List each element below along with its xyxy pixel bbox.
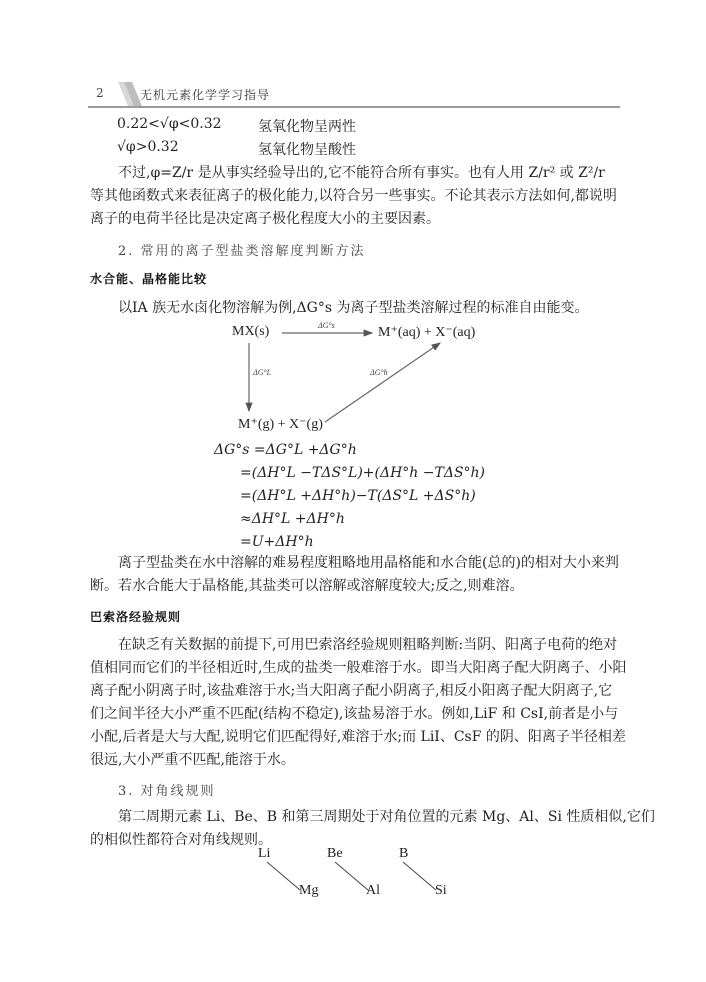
diagram-node-start: MX(s) [232,324,270,339]
paragraph-line: 第二周期元素 Li、Be、B 和第三周期处于对角位置的元素 Mg、Al、Si 性质相似,它们 [118,809,655,825]
equation-line: ≈ΔH°L +ΔH°h [240,511,345,527]
equation-line: ΔG°s =ΔG°L +ΔG°h [214,442,357,458]
paragraph-line: 在缺乏有关数据的前提下,可用巴索洛经验规则粗略判断:当阴、阳离子电荷的绝对 [118,637,618,653]
paragraph-line: 等其他函数式来表征离子的极化能力,以符合另一些事实。不论其表示方法如何,都说明 [90,188,617,204]
paragraph-line: 值相同而它们的半径相近时,生成的盐类一般难溶于水。即当大阳离子配大阴离子、小阳 [90,660,627,676]
element-period2: B [399,846,409,861]
equation-line: =U+ΔH°h [240,534,314,550]
paragraph-line: 离子配小阴离子时,该盐难溶于水;当大阳离子配小阴离子,相反小阳离子配大阴离子,它 [90,683,613,699]
section-title: 2. 常用的离子型盐类溶解度判断方法 [118,244,366,259]
diagonal-line [267,862,300,890]
equation-line: =(ΔH°L −TΔS°L)+(ΔH°h −TΔS°h) [240,465,486,481]
book-title: 无机元素化学学习指导 [140,88,271,102]
section-title: 3. 对角线规则 [118,784,216,799]
page-number: 2 [96,86,104,100]
criterion-result: 氢氧化物呈两性 [258,119,356,135]
diagram-node-intermediate: M⁺(g) + X⁻(g) [238,417,323,432]
diagram-node-end: M⁺(aq) + X⁻(aq) [378,325,476,340]
element-period2: Li [258,846,271,861]
paragraph-line: 离子的电荷半径比是决定离子极化程度大小的主要因素。 [90,211,440,227]
criterion-condition: √φ>0.32 [117,139,179,155]
element-period3: Si [435,883,447,898]
element-period2: Be [327,846,343,861]
paragraph-line: 断。若水合能大于晶格能,其盐类可以溶解或溶解度较大;反之,则难溶。 [90,578,524,594]
paragraph-line: 小配,后者是大与大配,说明它们匹配得好,难溶于水;而 LiI、CsF 的阴、阳离子半径相差 [90,729,626,745]
element-period3: Mg [299,883,319,898]
paragraph-line: 离子型盐类在水中溶解的难易程度粗略地用晶格能和水合能(总的)的相对大小来判 [118,555,619,571]
diagram-label-top: ΔG°s [318,321,335,330]
paragraph-line: 的相似性都符合对角线规则。 [90,832,272,848]
element-period3: Al [366,883,380,898]
diagonal-line [403,862,436,890]
subheading: 水合能、晶格能比较 [90,272,208,286]
paragraph-line: 们之间半径大小严重不匹配(结构不稳定),该盐易溶于水。例如,LiF 和 CsI,前者是小与 [90,706,619,722]
diagram-label-diagonal: ΔG°h [370,368,388,377]
paragraph-line: 不过,φ=Z/r 是从事实经验导出的,它不能符合所有事实。也有人用 Z/r² 或 Z²/r [118,165,605,181]
paragraph-line: 很远,大小严重不匹配,能溶于水。 [90,752,295,768]
criterion-result: 氢氧化物呈酸性 [258,142,356,158]
diagonal-rule-diagram [240,840,470,910]
diagonal-line [335,862,368,890]
subheading: 巴索洛经验规则 [90,610,182,624]
arrow-diagonal-icon [325,343,440,422]
paragraph-line: 以ⅠA 族无水卤化物溶解为例,ΔG°s 为离子型盐类溶解过程的标准自由能变。 [118,300,589,316]
diagram-label-left: ΔG°L [253,368,272,377]
criterion-condition: 0.22<√φ<0.32 [117,116,222,132]
equation-line: =(ΔH°L +ΔH°h)−T(ΔS°L +ΔS°h) [240,488,476,504]
